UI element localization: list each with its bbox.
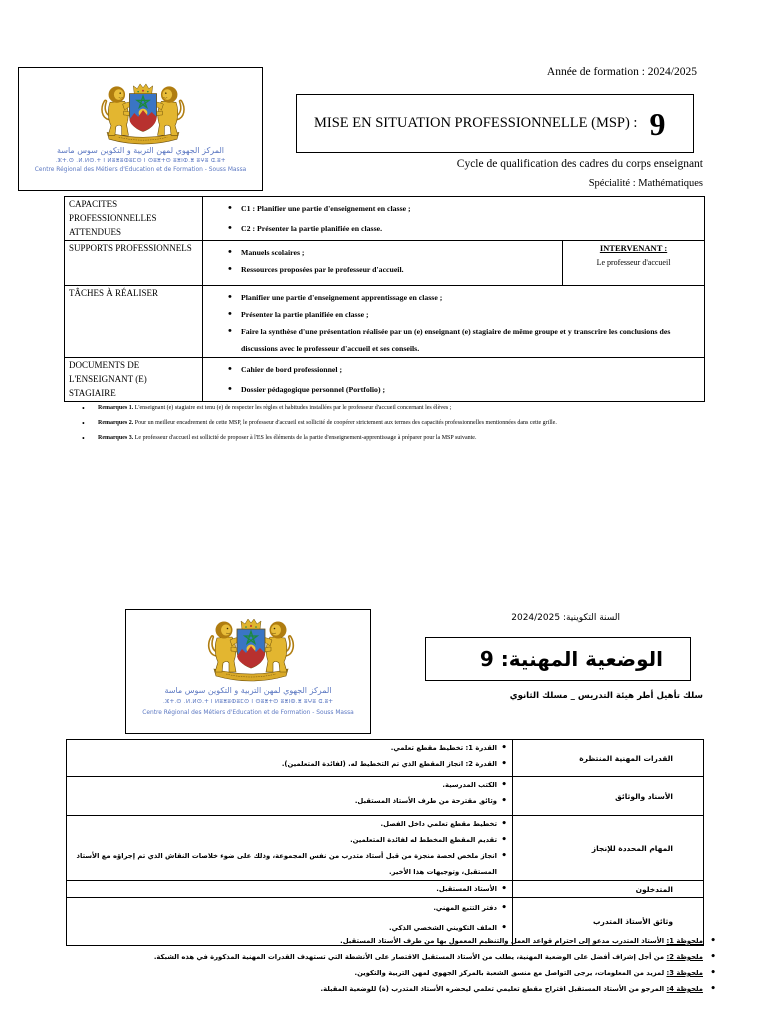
msp-grid-table	[64, 196, 705, 402]
ar-item-list	[67, 881, 512, 897]
training-year-ar: السنة التكوينية: 2024/2025	[511, 613, 620, 623]
ar-list-item: • تخطيط مقطع تعلمي داخل الفصل.	[73, 816, 497, 832]
ar-row-label: الأسناد والوثائق	[513, 777, 704, 816]
ar-row-label: المتدخلون	[513, 881, 704, 898]
remark-label: Remarques 2.	[98, 420, 134, 426]
intervenant-label: INTERVENANT :	[599, 243, 668, 253]
ar-row-supports	[67, 777, 704, 816]
remark-item	[80, 401, 740, 416]
ar-row-label: وثائق الأستاذ المتدرب	[513, 898, 704, 946]
logo-french-name: Centre Régional des Métiers d'Education et de Formation - Souss Massa	[142, 710, 354, 716]
row-label: SUPPORTS PROFESSIONNELS	[65, 241, 203, 286]
list-item: • C1 : Planifier une partie d'enseignement en classe ;	[241, 200, 696, 217]
item-list	[203, 241, 562, 278]
ar-list-item: • القدرة 1: تخطيط مقطع تعلمي.	[73, 740, 497, 756]
list-item: • Présenter la partie planifiée en classe ;	[241, 306, 696, 323]
item-list	[203, 286, 704, 357]
msp-title-box	[296, 94, 694, 153]
cycle-subtitle: Cycle de qualification des cadres du corps enseignant	[456, 158, 703, 170]
ar-list-item: • وثائق مقترحة من طرف الأستاذ المستقبل.	[73, 793, 497, 809]
ar-list-item: • القدرة 2: انجاز المقطع الذي تم التخطيط له. (لفائدة المتعلمين).	[73, 756, 497, 772]
note-text: المرجو من الأستاذ المستقبل اقتراح مقطع تعليمي تعلمي ليحضره الأستاذ المتدرب (ة) للوضعية المقبلة.	[320, 985, 667, 993]
row-supports	[65, 241, 705, 286]
list-item: • Dossier pédagogique personnel (Portfolio) ;	[241, 381, 696, 398]
item-list	[203, 197, 704, 237]
situation-title: الوضعية المهنية: 9	[479, 647, 663, 671]
coat-of-arms-icon	[206, 616, 296, 682]
ar-item-list	[67, 740, 512, 772]
situation-grid-table	[66, 739, 704, 946]
note-text: الأستاذ المتدرب مدعو إلى احترام قواعد العمل والتنظيم المعمول بها من طرف الأستاذ المستقبل.	[340, 937, 667, 945]
msp-title: MISE EN SITUATION PROFESSIONNELLE (MSP) :	[314, 115, 638, 131]
row-documents	[65, 358, 705, 402]
logo-french-name: Centre Régional des Métiers d'Education et de Formation - Souss Massa	[34, 167, 247, 173]
ar-list-item: • دفتر التتبع المهني.	[73, 898, 497, 918]
ar-item-list	[67, 777, 512, 809]
ar-row-capacites	[67, 740, 704, 777]
remark-text: Pour un meilleur encadrement de cette MSP, le professeur d'accueil est sollicité de coopérer strictement aux termes des capacités professionnelles mentionnées dans cette grille.	[133, 420, 557, 426]
ar-item-list	[67, 816, 512, 880]
note-label: ملحوظة 3:	[666, 969, 703, 977]
ar-list-item: • الملف التكويني الشخصي الذكي.	[73, 918, 497, 938]
row-capacites	[65, 197, 705, 241]
remarks-list	[80, 401, 740, 446]
note-item	[57, 981, 717, 997]
logo-arabic-name: المركز الجهوي لمهن التربية و التكوين سوس ماسة	[164, 686, 332, 695]
coat-of-arms-icon	[99, 81, 187, 145]
ar-row-intervenants	[67, 881, 704, 898]
institution-logo	[125, 609, 371, 734]
ar-list-item: • انجاز ملخص لحصة منجزة من قبل أستاذ متدرب من نفس المجموعة، وذلك على ضوء خلاصات النقاش الذي تم إجراؤه مع الأستاذ المستقبل، وتوجيهات هذا الأخير.	[73, 848, 497, 880]
cycle-subtitle-ar: سلك تأهيل أطر هيئة التدريس _ مسلك الثانوي	[509, 691, 703, 701]
row-label: DOCUMENTS DE L'ENSEIGNANT (E) STAGIAIRE	[65, 358, 203, 402]
remark-label: Remarques 1.	[98, 405, 134, 411]
logo-tifinagh-name: .ⵣⵜ.ⵙ .ⵍ.ⵍⵙ.ⵜ I ⵍⵓⴻⵓⵀⵓⵎⵙ I ⵙⵓⴻⵜⵙ ⵓⴻⵏⵀ.ⴻ ⵓⵖⵓ ⵛ.ⵓⵜ	[55, 158, 226, 164]
logo-arabic-name: المركز الجهوي لمهن التربية و التكوين سوس ماسة	[56, 146, 224, 155]
note-text: لمزيد من المعلومات، يرجى التواصل مع منسق الشعبة بالمركز الجهوي لمهن التربية والتكوين.	[354, 969, 667, 977]
list-item: • Manuels scolaires ;	[241, 244, 554, 261]
note-label: ملحوظة 4:	[666, 985, 703, 993]
ar-row-label: القدرات المهنية المنتظرة	[513, 740, 704, 777]
row-label: CAPACITES PROFESSIONNELLES ATTENDUES	[65, 197, 203, 241]
ar-row-taches	[67, 816, 704, 881]
item-list	[203, 358, 704, 398]
ar-row-label: المهام المحددة للإنجاز	[513, 816, 704, 881]
row-label: TÂCHES À RÉALISER	[65, 286, 203, 358]
remark-text: Le professeur d'accueil est sollicité de proposer à l'ES les éléments de la partie d'enseignement-apprentissage à préparer pour la MSP suivante.	[133, 435, 477, 441]
specialty: Spécialité : Mathématiques	[588, 178, 703, 189]
remark-text: L'enseignant (e) stagiaire est tenu (e) de respecter les règles et habitudes installées par le professeur d'accueil concernant les élèves ;	[133, 405, 452, 411]
intervenant-cell	[563, 241, 705, 286]
list-item: • Faire la synthèse d'une présentation réalisée par un (e) enseignant (e) stagiaire de même groupe et y transcrire les conclusions des discussions avec le professeur d'accueil et ses conseils.	[241, 323, 696, 357]
note-item	[57, 933, 717, 949]
list-item: • C2 : Présenter la partie planifiée en classe.	[241, 220, 696, 237]
list-item: • Cahier de bord professionnel ;	[241, 361, 696, 378]
institution-logo	[18, 67, 263, 191]
row-taches	[65, 286, 705, 358]
list-item: • Ressources proposées par le professeur d'accueil.	[241, 261, 554, 278]
note-item	[57, 949, 717, 965]
note-label: ملحوظة 2:	[666, 953, 703, 961]
ar-list-item: • الكتب المدرسية.	[73, 777, 497, 793]
training-year: Année de formation : 2024/2025	[546, 66, 697, 78]
logo-tifinagh-name: .ⵣⵜ.ⵙ .ⵍ.ⵍⵙ.ⵜ I ⵍⵓⴻⵓⵀⵓⵎⵙ I ⵙⵓⴻⵜⵙ ⵓⴻⵏⵀ.ⴻ ⵓⵖⵓ ⵛ.ⵓⵜ	[162, 699, 334, 705]
note-item	[57, 965, 717, 981]
list-item: • Planifier une partie d'enseignement apprentissage en classe ;	[241, 289, 696, 306]
note-label: ملحوظة 1:	[666, 937, 703, 945]
remark-item	[80, 416, 740, 431]
situation-title-box	[425, 637, 691, 681]
intervenant-value: Le professeur d'accueil	[596, 258, 671, 267]
note-text: من أجل إشراف أفضل على الوضعية المهنية، يطلب من الأستاذ المستقبل الاقتصار على الأنشطة التي تستهدف القدرات المهنية المذكورة في هذه الشبكة.	[153, 953, 667, 961]
remark-item	[80, 431, 740, 446]
remark-label: Remarques 3.	[98, 435, 134, 441]
ar-list-item: • تقديم المقطع المخطط له لفائدة المتعلمين.	[73, 832, 497, 848]
notes-list	[57, 933, 717, 997]
ar-list-item: • الأستاذ المستقبل.	[73, 881, 497, 897]
ar-item-list	[67, 898, 512, 938]
msp-number: 9	[649, 105, 666, 142]
